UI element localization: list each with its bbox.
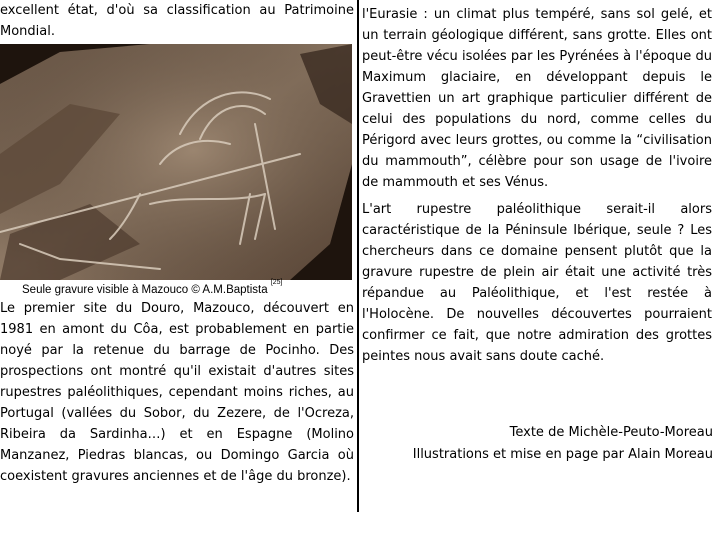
caption-footnote: [25] — [270, 279, 283, 286]
mazouco-paragraph: Le premier site du Douro, Mazouco, découvert en 1981 en amont du Côa, est probablement en partie noyé par la retenue du barrage de Pocinho. Des prospections ont montré qu'il existait d'autres sites rupestres paléolithiques, cependant moins riches, au Portugal (vallées du Sobor, du Zezere, de l'Ocreza, Ribeira da Sardinha…) et en Espagne (Molino Manzanez, Piedras blancas, ou Domingo Garcia où coexistent gravures anciennes et de l'âge du bronze). — [0, 301, 354, 484]
column-divider — [357, 0, 359, 512]
credits — [363, 422, 713, 466]
rock-engraving-photo — [0, 44, 352, 280]
intro-paragraph: excellent état, d'où sa classification au Patrimoine Mondial. — [0, 3, 354, 39]
caption-text: Seule gravure visible à Mazouco © A.M.Baptista — [22, 283, 268, 296]
image-caption — [0, 280, 354, 298]
credits-author: Texte de Michèle-Peuto-Moreau — [509, 425, 713, 440]
engraved-rock-image — [0, 44, 352, 280]
art-rupestre-paragraph: L'art rupestre paléolithique serait-il alors caractéristique de la Péninsule Ibérique, seule ? Les chercheurs dans ce domaine pensent plutôt que la gravure rupestre de plein air était une activité très répandue au Paléolithique, et l'est restée à l'Holocène. De nouvelles découvertes pourraient confirmer ce fait, que notre admiration des grottes peintes nous avait sans doute caché. — [362, 202, 712, 364]
right-column — [362, 0, 712, 367]
eurasie-paragraph: l'Eurasie : un climat plus tempéré, sans sol gelé, et un terrain géologique différent, sans grotte. Elles ont peut-être vécu isolées par les Pyrénées à l'époque du Maximum glaciaire, en développant depuis le Gravettien un art graphique particulier différent de celui des populations du nord, comme celles du Périgord avec leurs grottes, ou comme la “civilisation du mammouth”, célèbre pour son usage de l'ivoire de mammouth et ses Vénus. — [362, 7, 712, 190]
credits-illustrations: Illustrations et mise en page par Alain Moreau — [412, 447, 713, 462]
left-column — [0, 0, 354, 487]
